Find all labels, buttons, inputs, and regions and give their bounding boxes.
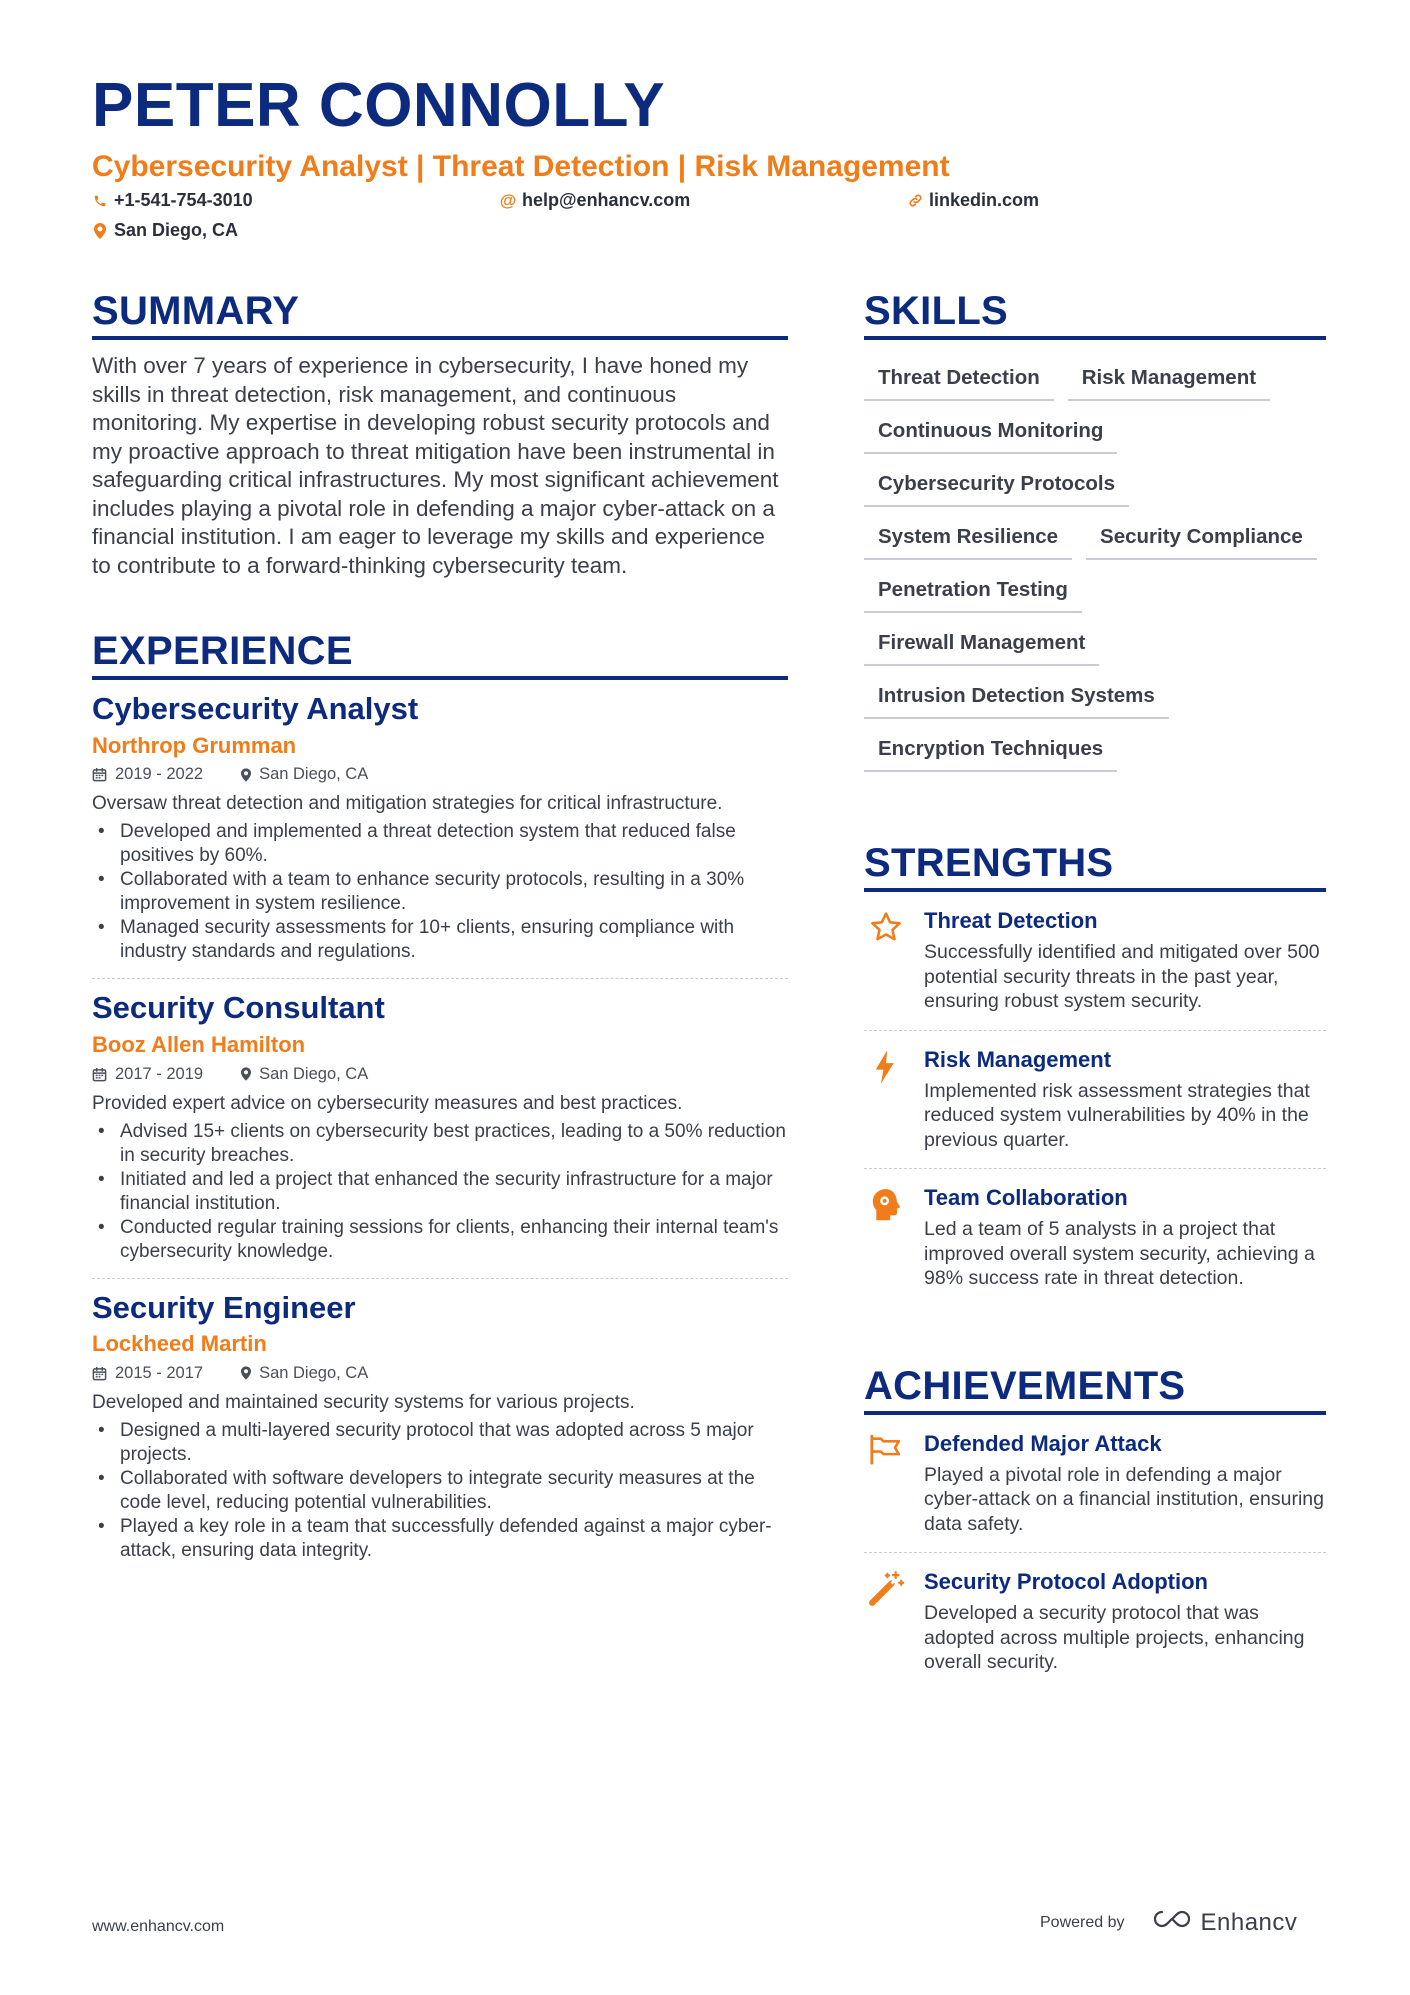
- skills-list: [864, 354, 1326, 778]
- phone-text: +1-541-754-3010: [114, 190, 253, 210]
- job-description: Developed and maintained security systems for various projects.: [92, 1391, 635, 1413]
- skill-tag: Intrusion Detection Systems: [864, 672, 1169, 719]
- footer-branding: [1040, 1908, 1297, 1937]
- calendar-icon: [92, 1366, 107, 1381]
- job-bullets: [92, 1120, 788, 1264]
- skill-tag: Risk Management: [1068, 354, 1270, 401]
- job-title: Security Engineer: [92, 1289, 356, 1325]
- job-bullet: • Collaborated with software developers to integrate security measures at the code level, reducing potential vulnerabilities.: [92, 1467, 788, 1515]
- strength-title: Team Collaboration: [924, 1185, 1128, 1210]
- job-dates: 2017 - 2019: [115, 1064, 204, 1083]
- calendar-icon: [92, 1067, 107, 1082]
- job-bullet: • Developed and implemented a threat detection system that reduced false positives by 60%.: [92, 820, 788, 868]
- job-title: Security Consultant: [92, 990, 385, 1026]
- skill-tag: Continuous Monitoring: [864, 407, 1117, 454]
- job-bullet: • Initiated and led a project that enhanced the security infrastructure for a major financial institution.: [92, 1168, 788, 1216]
- summary-heading: SUMMARY: [92, 288, 788, 340]
- linkedin-text: linkedin.com: [929, 190, 1040, 210]
- skill-tag: Security Compliance: [1086, 513, 1317, 560]
- contact-phone[interactable]: [92, 190, 253, 211]
- achievements-list: [864, 1415, 1326, 1691]
- email-text: help@enhancv.com: [522, 190, 691, 210]
- headline: Cybersecurity Analyst | Threat Detection | Risk Management: [92, 150, 950, 183]
- job-bullet: • Managed security assessments for 10+ clients, ensuring compliance with industry standards and regulations.: [92, 916, 788, 964]
- location-pin-icon: [241, 1067, 251, 1081]
- strengths-heading: STRENGTHS: [864, 840, 1326, 892]
- achievement-title: Defended Major Attack: [924, 1430, 1162, 1456]
- job-entry: [92, 979, 788, 1278]
- powered-by-label: Powered by: [1040, 1913, 1125, 1931]
- job-bullets: [92, 820, 788, 964]
- job-dates: 2019 - 2022: [115, 765, 204, 784]
- job-entry: [92, 1279, 788, 1577]
- strength-title: Threat Detection: [924, 908, 1098, 933]
- job-meta: [92, 1065, 788, 1084]
- achievements-heading: ACHIEVEMENTS: [864, 1363, 1326, 1415]
- contact-email[interactable]: [500, 190, 690, 211]
- calendar-icon: [92, 767, 107, 782]
- job-description: Provided expert advice on cybersecurity measures and best practices.: [92, 1092, 683, 1114]
- strength-text: Implemented risk assessment strategies that reduced system vulnerabilities by 40% in the previous quarter.: [924, 1079, 1310, 1151]
- candidate-name: PETER CONNOLLY: [92, 71, 666, 140]
- star-icon: [864, 908, 908, 1014]
- job-bullet: • Designed a multi-layered security protocol that was adopted across 5 major projects.: [92, 1419, 788, 1467]
- achievement-text: Played a pivotal role in defending a major cyber-attack on a financial institution, ensuring data safety.: [924, 1463, 1324, 1535]
- job-location: San Diego, CA: [259, 1363, 369, 1382]
- job-location: San Diego, CA: [259, 1064, 369, 1083]
- brand-logo[interactable]: [1151, 1908, 1298, 1937]
- flag-icon: [864, 1431, 908, 1537]
- job-bullets: [92, 1419, 788, 1563]
- contact-linkedin[interactable]: [907, 190, 1039, 211]
- skill-tag: Penetration Testing: [864, 566, 1082, 613]
- summary-text: With over 7 years of experience in cybersecurity, I have honed my skills in threat detection, risk management, and continuous monitoring. My expertise in developing robust security protocols and my proactive approach to threat mitigation have been instrumental in safeguarding critical infrastructures. My most significant achievement includes playing a pivotal role in defending a major cyber-attack on a financial institution. I am eager to leverage my skills and experience to contribute to a forward-thinking cybersecurity team.: [92, 353, 779, 578]
- job-bullet: • Played a key role in a team that successfully defended against a major cyber-attack, ensuring data integrity.: [92, 1515, 788, 1563]
- job-location: San Diego, CA: [259, 765, 369, 784]
- head-icon: [864, 1185, 908, 1291]
- strength-title: Risk Management: [924, 1046, 1112, 1072]
- job-bullet: • Conducted regular training sessions for clients, enhancing their internal team's cybersecurity knowledge.: [92, 1216, 788, 1264]
- achievement-item: [864, 1553, 1326, 1691]
- contact-location: [92, 220, 238, 241]
- footer-website[interactable]: www.enhancv.com: [92, 1918, 225, 1935]
- job-title: Cybersecurity Analyst: [92, 691, 419, 726]
- strengths-list: [864, 892, 1326, 1307]
- strength-item: [864, 1031, 1326, 1170]
- location-pin-icon: [241, 768, 251, 782]
- achievement-item: [864, 1415, 1326, 1554]
- location-text: San Diego, CA: [114, 220, 239, 240]
- company-name: Lockheed Martin: [92, 1331, 267, 1357]
- left-column: [92, 288, 788, 1577]
- skill-tag: Cybersecurity Protocols: [864, 460, 1129, 507]
- job-dates: 2015 - 2017: [115, 1363, 204, 1382]
- job-bullet: • Collaborated with a team to enhance security protocols, resulting in a 30% improvement in system resilience.: [92, 868, 788, 916]
- infinity-logo-icon: [1151, 1908, 1193, 1937]
- location-pin-icon: [241, 1366, 251, 1380]
- strength-text: Successfully identified and mitigated over 500 potential security threats in the past year, ensuring robust system security.: [924, 941, 1320, 1012]
- skill-tag: Encryption Techniques: [864, 725, 1117, 772]
- link-icon: [907, 193, 923, 208]
- achievement-text: Developed a security protocol that was adopted across multiple projects, enhancing overall security.: [924, 1602, 1305, 1673]
- skills-heading: SKILLS: [864, 288, 1326, 340]
- company-name: Booz Allen Hamilton: [92, 1032, 306, 1057]
- skill-tag: Threat Detection: [864, 354, 1054, 401]
- at-icon: @: [499, 190, 517, 210]
- skill-tag: System Resilience: [864, 513, 1072, 560]
- brand-name: Enhancv: [1200, 1908, 1298, 1936]
- experience-heading: EXPERIENCE: [92, 628, 788, 680]
- job-bullet: • Advised 15+ clients on cybersecurity best practices, leading to a 50% reduction in security breaches.: [92, 1120, 788, 1168]
- company-name: Northrop Grumman: [92, 732, 297, 758]
- job-meta: [92, 1364, 788, 1383]
- job-meta: [92, 765, 788, 784]
- strength-item: [864, 1169, 1326, 1307]
- phone-icon: [92, 194, 108, 208]
- right-column: [864, 288, 1326, 1691]
- strength-text: Led a team of 5 analysts in a project that improved overall system security, achieving a 98% success rate in threat detection.: [924, 1218, 1315, 1289]
- job-entry: [92, 680, 788, 979]
- location-pin-icon: [92, 223, 108, 239]
- lightning-icon: [864, 1047, 908, 1153]
- job-description: Oversaw threat detection and mitigation strategies for critical infrastructure.: [92, 793, 723, 815]
- strength-item: [864, 892, 1326, 1031]
- skill-tag: Firewall Management: [864, 619, 1099, 666]
- achievement-title: Security Protocol Adoption: [924, 1569, 1208, 1594]
- magic-wand-icon: [864, 1569, 908, 1675]
